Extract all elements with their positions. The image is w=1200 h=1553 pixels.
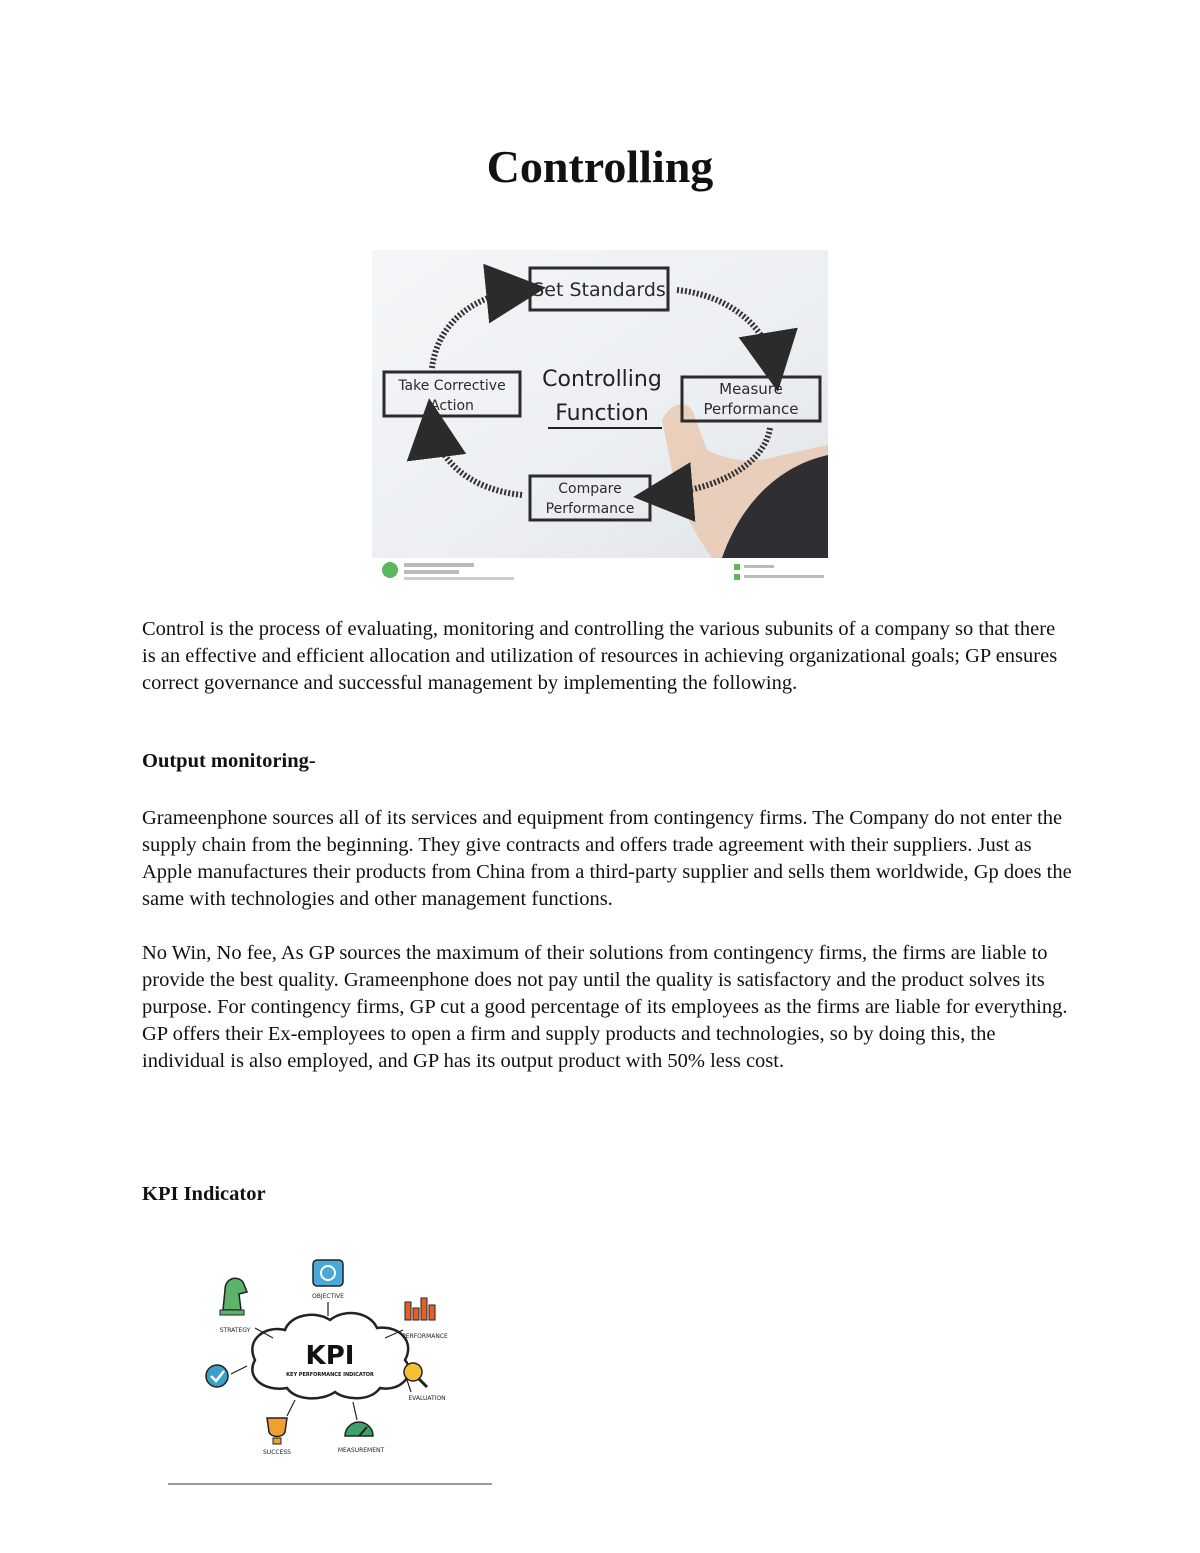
measure-line1: Measure (719, 380, 783, 398)
evaluation-label: EVALUATION (408, 1395, 446, 1402)
footer-square-icon (734, 564, 740, 570)
corrective-line2: Action (430, 398, 474, 414)
compare-line1: Compare (558, 481, 622, 497)
controlling-function-diagram (372, 250, 828, 585)
footer-square-icon (734, 574, 740, 580)
evaluation-magnifier-icon (404, 1363, 427, 1387)
footer-line-placeholder (744, 575, 824, 578)
set-standards-label: Set Standards (532, 279, 666, 301)
kpi-heading: KPI Indicator (142, 1183, 266, 1205)
measure-line2: Performance (703, 400, 799, 418)
horizontal-rule (168, 1483, 492, 1485)
check-arrow (231, 1366, 247, 1374)
evaluation-arrow (407, 1380, 411, 1392)
output-monitoring-paragraph-1: Grameenphone sources all of its services and equipment from contingency firms. The Company do not enter the supply chain from the beginning. They give contracts and offers trade agreement with their suppliers. Just as Apple manufactures their products from China from a third-party supplier and sells them worldwide, Gp does the same with technologies and other management functions. (142, 807, 1072, 910)
corrective-line1: Take Corrective (398, 378, 506, 394)
page-title: Controlling (486, 141, 714, 192)
kpi-center-title: KPI (305, 1341, 355, 1371)
compare-line2: Performance (545, 501, 635, 517)
performance-label: PERFORMANCE (402, 1333, 448, 1340)
success-trophy-icon (267, 1418, 287, 1444)
performance-chart-icon (405, 1298, 435, 1320)
footer-line-placeholder (404, 563, 474, 567)
success-label: SUCCESS (263, 1449, 291, 1456)
success-arrow (287, 1400, 295, 1416)
stock-logo-icon (382, 562, 398, 578)
footer-line-placeholder (404, 570, 459, 574)
output-monitoring-paragraph-2: No Win, No fee, As GP sources the maximum of their solutions from contingency firms, the firms are liable to provide the best quality. Grameenphone does not pay until the quality is satisfactory and the product solves its purpose. For contingency firms, GP cut a good percentage of its employees as the firms are liable for everything. GP offers their Ex-employees to open a firm and supply products and technologies, so by doing this, the individual is also employed, and GP has its output product with 50% less cost. (142, 942, 1068, 1072)
strategy-knight-icon (220, 1278, 247, 1315)
center-title-line2: Function (555, 401, 649, 426)
objective-label: OBJECTIVE (312, 1293, 344, 1300)
footer-line-placeholder (404, 577, 514, 580)
measurement-arrow (353, 1402, 357, 1420)
kpi-center-subtitle: KEY PERFORMANCE INDICATOR (286, 1372, 374, 1378)
check-badge-icon (206, 1365, 228, 1387)
measurement-gauge-icon (345, 1422, 373, 1436)
strategy-label: STRATEGY (219, 1327, 251, 1334)
measurement-label: MEASUREMENT (337, 1447, 385, 1454)
output-monitoring-heading: Output monitoring- (142, 750, 316, 772)
footer-line-placeholder (744, 565, 774, 568)
intro-paragraph: Control is the process of evaluating, monitoring and controlling the various subunits of a company so that there is an effective and efficient allocation and utilization of resources in achieving organizational goals; GP ensures correct governance and successful management by implementing the following. (142, 618, 1058, 694)
kpi-diagram (195, 1250, 465, 1465)
objective-icon (313, 1260, 343, 1286)
center-title-line1: Controlling (542, 367, 662, 392)
